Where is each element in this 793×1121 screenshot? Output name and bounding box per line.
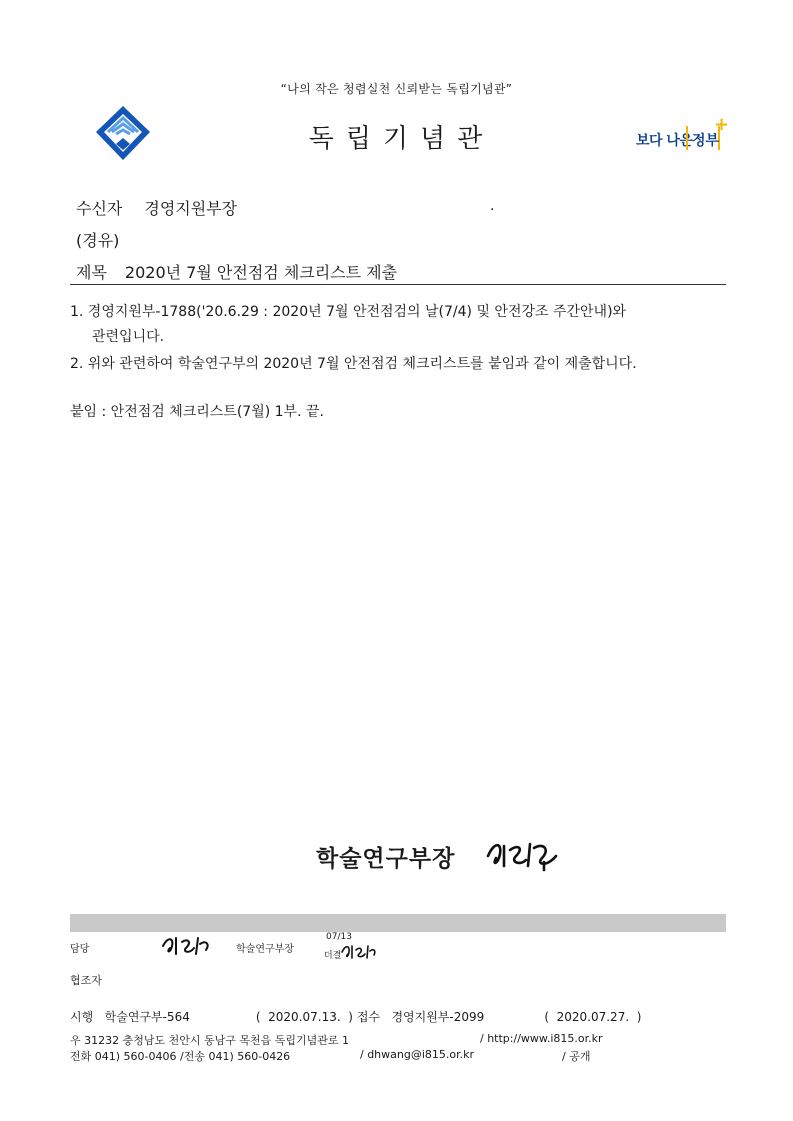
receive-date: ( 2020.07.27. ): [544, 1010, 642, 1024]
email-address: / dhwang@i815.or.kr: [360, 1048, 475, 1061]
approval-date: 07/13: [326, 932, 352, 942]
enforce-date: ( 2020.07.13. ): [255, 1010, 353, 1024]
government-badge: [636, 114, 732, 158]
contact-line: [70, 1048, 591, 1064]
subject-label: 제목: [76, 263, 107, 282]
enforce-number: 학술연구부-564: [104, 1010, 190, 1024]
approver-signature-icon: [160, 932, 212, 958]
approval-gyeol-label: 더결: [324, 951, 342, 961]
approval-dept-label: 학술연구부장: [236, 944, 294, 955]
recipient-value: 경영지원부장: [144, 199, 238, 218]
damdang-label: 담당: [70, 944, 90, 955]
motto-slogan: “나의 작은 청렴실천 신뢰받는 독립기념관”: [280, 82, 513, 96]
recipient-row: [76, 196, 237, 219]
body-item-1: 1. 경영지원부-1788('20.6.29 : 2020년 7월 안전점검의 날(7/4) 및 안전강조 주간안내)와: [70, 304, 627, 320]
gov-badge-text-2: 정부: [692, 133, 720, 149]
enforce-label: 시행: [70, 1010, 94, 1024]
address-line: [70, 1032, 603, 1048]
recipient-dot: .: [490, 198, 495, 214]
approver-signature-2-icon: [340, 942, 378, 962]
receive-label: 접수: [356, 1010, 381, 1024]
subject-row: [76, 260, 397, 283]
organization-name: 독립기념관: [308, 124, 495, 154]
via-label: (경유): [76, 231, 120, 250]
divider-line: [70, 284, 726, 285]
gov-badge-text: 보다 나은: [636, 133, 693, 149]
body-item-2: 2. 위와 관련하여 학술연구부의 2020년 7월 안전점검 체크리스트를 붙임과 같이 제출합니다.: [70, 356, 637, 372]
subject-value: 2020년 7월 안전점검 체크리스트 제출: [124, 263, 398, 282]
receive-number: 경영지원부-2099: [391, 1010, 485, 1024]
phone-fax-text: 전화 041) 560-0406 /전송 041) 560-0426: [70, 1050, 291, 1063]
plus-icon: +: [714, 114, 730, 135]
disclosure-status: / 공개: [562, 1050, 591, 1063]
body-item-1-continued: 관련입니다.: [92, 329, 165, 345]
enforcement-line: [70, 1008, 641, 1025]
signer-title: 학술연구부장: [316, 846, 456, 872]
approval-band: [70, 914, 726, 932]
address-text: 우 31232 충청남도 천안시 동남구 목천읍 독립기념관로 1: [70, 1034, 349, 1047]
handwritten-signature-icon: [484, 836, 564, 872]
website-url: / http://www.i815.or.kr: [480, 1032, 603, 1045]
cooperator-label: 협조자: [70, 974, 102, 987]
attachment-line: 붙임 : 안전점검 체크리스트(7월) 1부. 끝.: [70, 404, 324, 420]
recipient-label: 수신자: [76, 199, 123, 218]
